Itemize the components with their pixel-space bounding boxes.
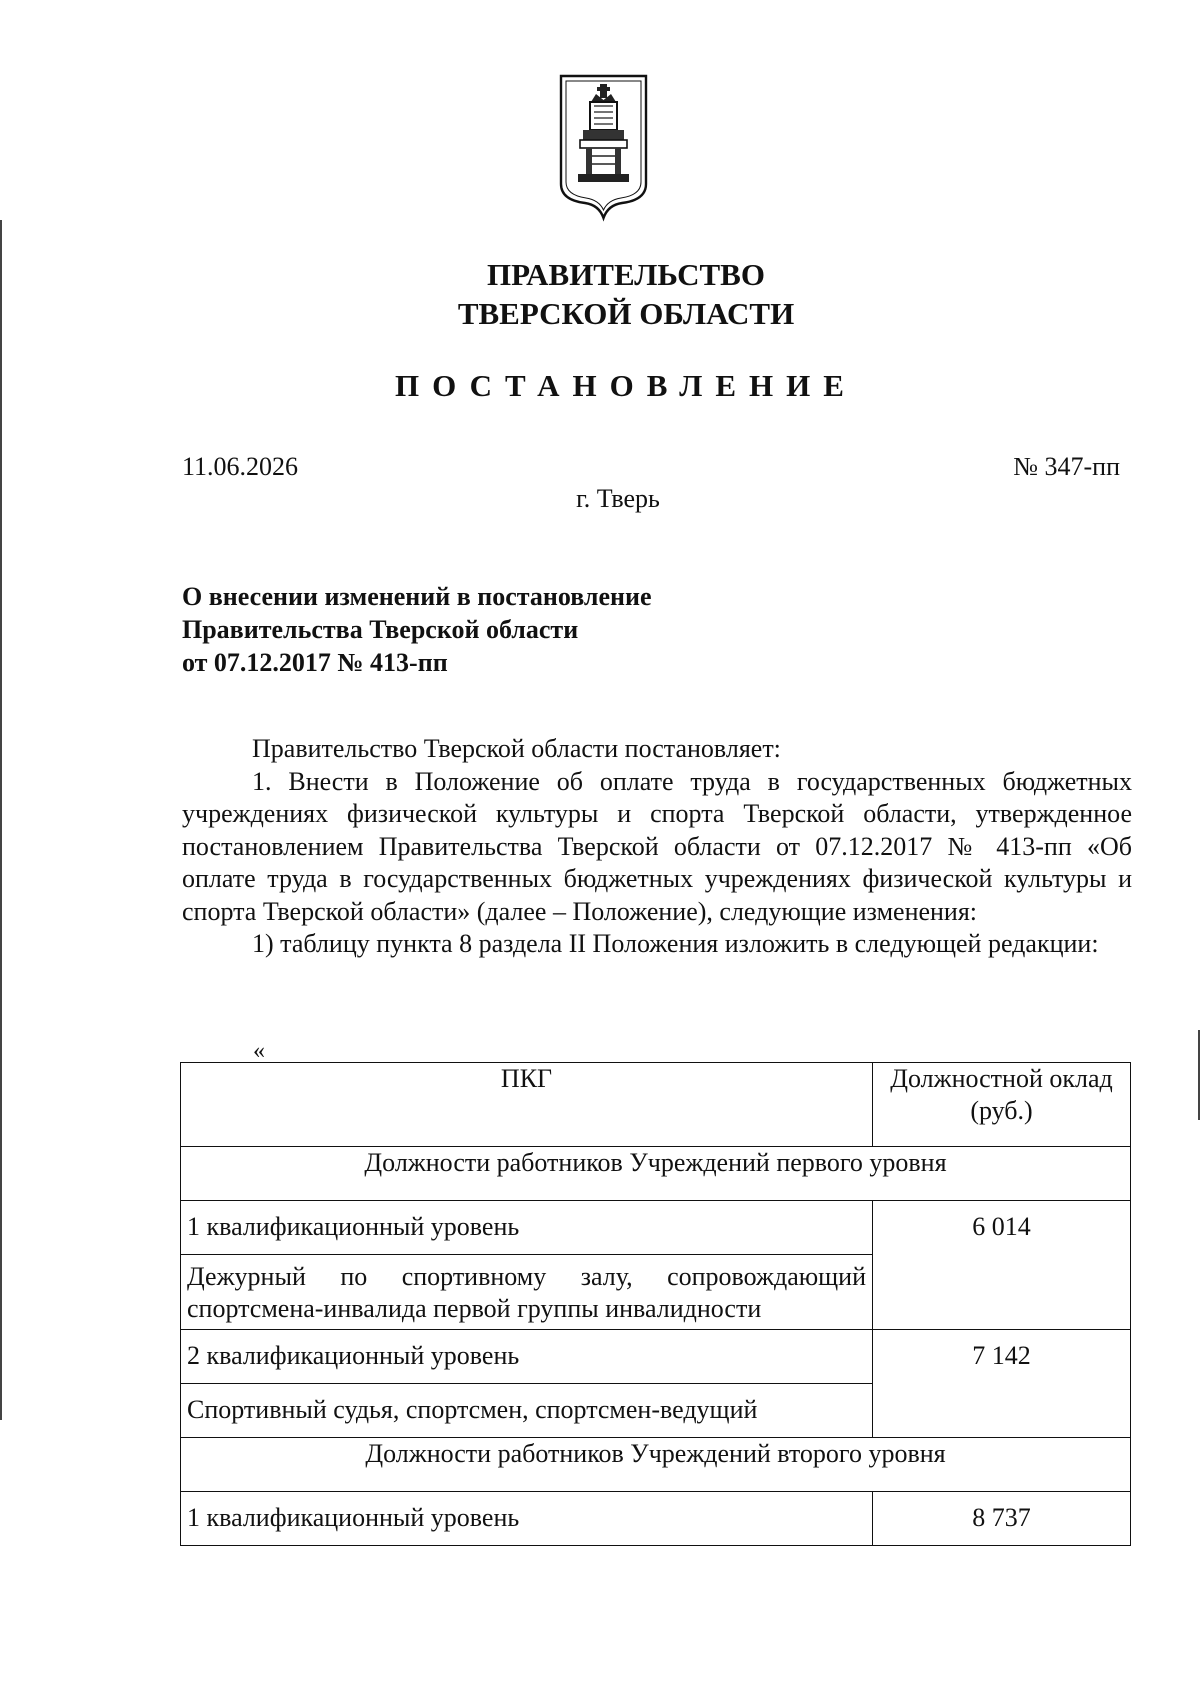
table-header-row (181, 1063, 1131, 1147)
table-group-cell: Должности работников Учреждений первого уровня (181, 1147, 1131, 1201)
document-type: ПОСТАНОВЛЕНИЕ (395, 368, 857, 403)
government-title-line2: ТВЕРСКОЙ ОБЛАСТИ (457, 296, 795, 331)
table-level-cell: 1 квалификационный уровень (181, 1492, 873, 1546)
table-level-cell: 1 квалификационный уровень (181, 1201, 873, 1255)
table-group-row (181, 1438, 1131, 1492)
table-row (181, 1330, 1131, 1384)
body-paragraph: Правительство Тверской области постановляет: (252, 734, 781, 763)
table-salary-cell: 6 014 (873, 1201, 1131, 1330)
table-row (181, 1201, 1131, 1255)
table-row (181, 1492, 1131, 1546)
table-positions-cell: Дежурный по спортивному залу, сопровождающий спортсмена-инвалида первой группы инвалидности (181, 1255, 873, 1330)
document-date: 11.06.2026 (182, 452, 299, 481)
subject-line: Правительства Тверской области (182, 615, 579, 644)
government-title-line1: ПРАВИТЕЛЬСТВО (487, 257, 765, 292)
table-header-cell: Должностной оклад (руб.) (873, 1063, 1131, 1147)
table-salary-cell: 7 142 (873, 1330, 1131, 1438)
subject-line: от 07.12.2017 № 413-пп (182, 648, 448, 677)
table-salary-cell: 8 737 (873, 1492, 1131, 1546)
salary-table (180, 1062, 1131, 1546)
document-number: № 347-пп (1013, 452, 1120, 481)
quote-open-mark: « (253, 1038, 265, 1064)
table-positions-cell: Спортивный судья, спортсмен, спортсмен-ведущий (181, 1384, 873, 1438)
table-group-cell: Должности работников Учреждений второго уровня (181, 1438, 1131, 1492)
subject-line: О внесении изменений в постановление (182, 582, 652, 611)
table-level-cell: 2 квалификационный уровень (181, 1330, 873, 1384)
table-header-cell: ПКГ (181, 1063, 873, 1147)
body-paragraph: 1) таблицу пункта 8 раздела II Положения изложить в следующей редакции: (252, 929, 1099, 958)
coat-of-arms-emblem (556, 72, 651, 224)
document-city: г. Тверь (576, 484, 660, 513)
table-group-row (181, 1147, 1131, 1201)
document-body (182, 733, 1132, 961)
document-subject (182, 580, 652, 679)
scan-edge-mark (0, 220, 2, 1420)
body-paragraph: 1. Внести в Положение об оплате труда в государственных бюджетных учреждениях физической культуры и спорта Тверской области, утвержденное постановлением Правительства Тверской области от 07.12.2017 № 413-пп «Об оплате труда в государственных бюджетных учреждениях физической культуры и спорта Тверской области» (далее – Положение), следующие изменения: (182, 766, 1132, 926)
